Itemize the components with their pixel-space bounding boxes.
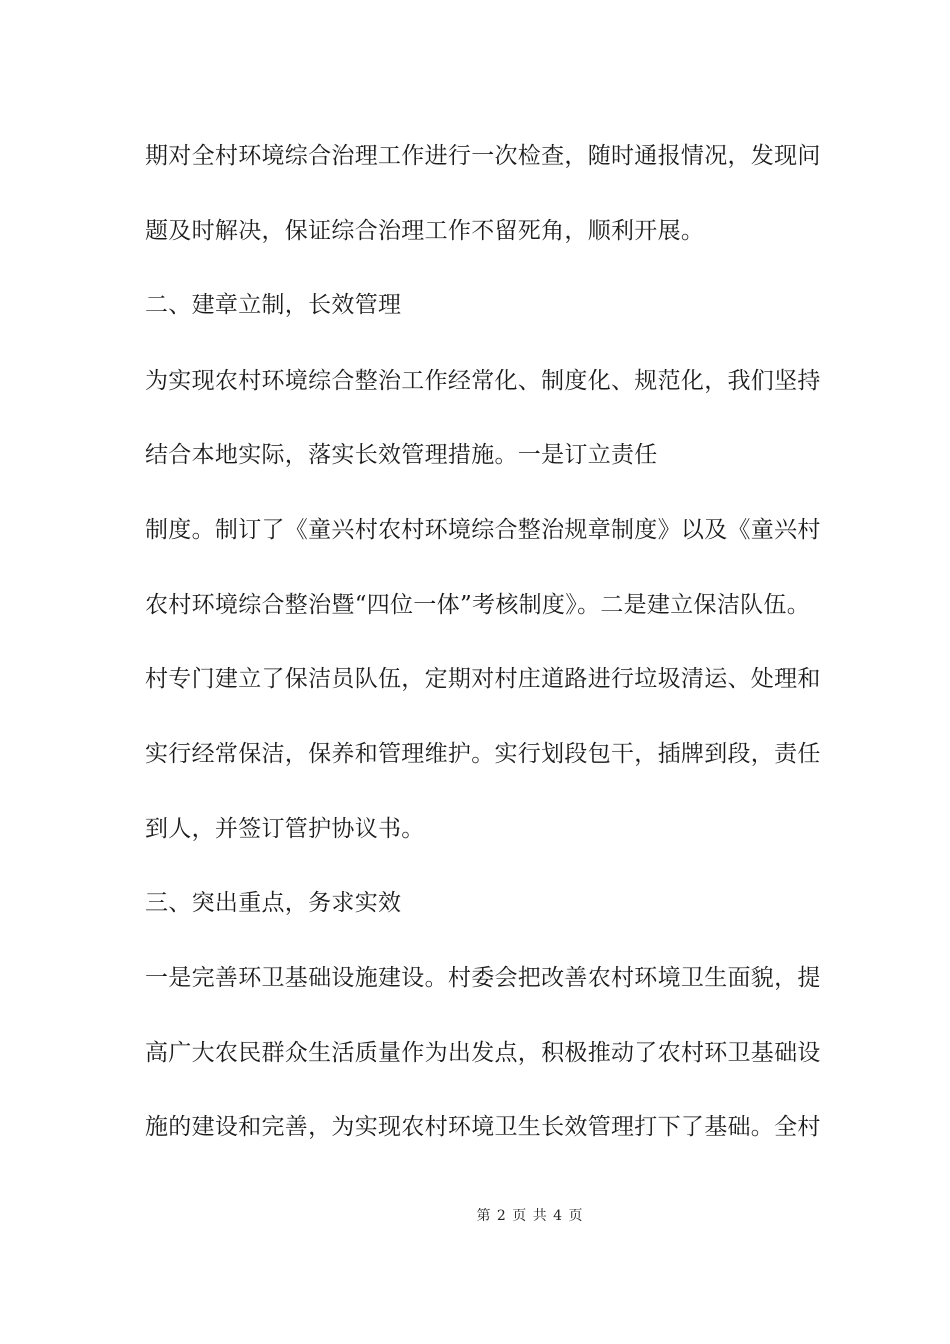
- paragraph-line: 制度。制订了《童兴村农村环境综合整治规章制度》以及《童兴村: [145, 517, 821, 543]
- paragraph-line: 农村环境综合整治暨“四位一体”考核制度》。二是建立保洁队伍。: [145, 592, 811, 618]
- paragraph-line: 村专门建立了保洁员队伍，定期对村庄道路进行垃圾清运、处理和: [145, 666, 821, 692]
- paragraph-line: 施的建设和完善，为实现农村环境卫生长效管理打下了基础。全村: [145, 1114, 821, 1140]
- page-number-footer: 第 2 页 共 4 页: [476, 1208, 584, 1224]
- paragraph-line: 结合本地实际，落实长效管理措施。一是订立责任: [145, 442, 658, 468]
- paragraph-line: 为实现农村环境综合整治工作经常化、制度化、规范化，我们坚持: [145, 368, 821, 394]
- paragraph-line: 一是完善环卫基础设施建设。村委会把改善农村环境卫生面貌，提: [145, 965, 821, 991]
- paragraph-line: 实行经常保洁，保养和管理维护。实行划段包干，插牌到段，责任: [145, 741, 821, 767]
- paragraph-line: 期对全村环境综合治理工作进行一次检查，随时通报情况，发现问: [145, 143, 821, 169]
- section-heading: 三、突出重点，务求实效: [145, 890, 402, 916]
- paragraph-line: 到人，并签订管护协议书。: [145, 816, 425, 842]
- section-heading: 二、建章立制，长效管理: [145, 292, 402, 318]
- paragraph-line: 题及时解决，保证综合治理工作不留死角，顺利开展。: [145, 218, 705, 244]
- paragraph-line: 高广大农民群众生活质量作为出发点，积极推动了农村环卫基础设: [145, 1040, 821, 1066]
